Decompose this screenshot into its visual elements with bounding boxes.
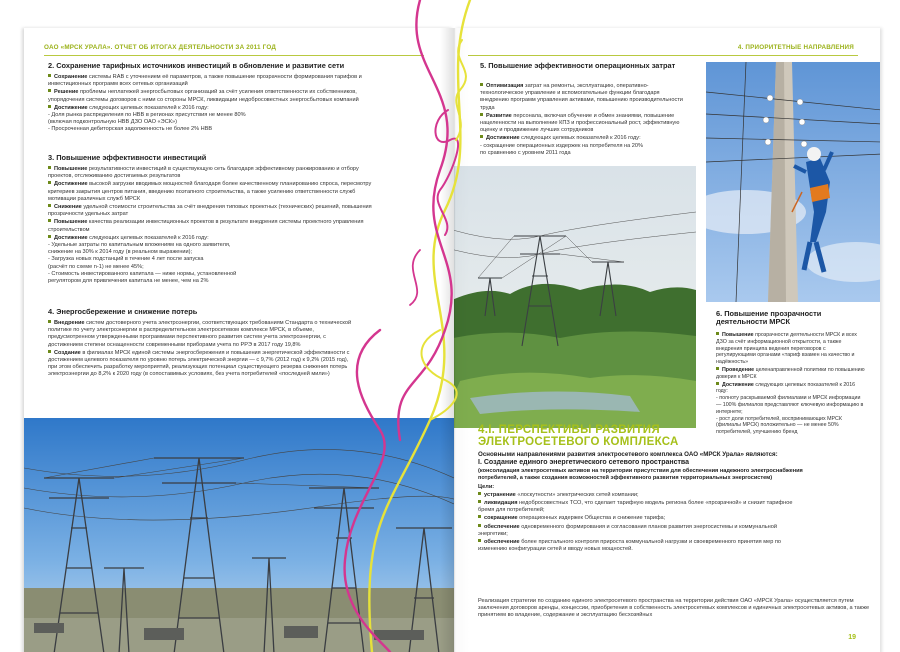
right-page [454, 28, 880, 652]
sec6-title: 6. Повышение прозрачности деятельности МРСК [716, 309, 822, 327]
left-page [24, 28, 454, 652]
page-number: 19 [848, 634, 856, 641]
sec4-body: Внедрение систем достоверного учета электроэнергии, соответствующих требованиям Стандарта о технической политике по учету электроэнергии в распределительном электросетевом комплексе МРСК, в объеме, предусмотренном утвержденными программами перспективного развития систем учета электроэнергии, с достижением степени оснащенности современными приборами учета по РРЭ в 2017 году 19,8% Создание в филиалах МРСК единой системы энергосбережения и повышения энергетической эффективности с достижением целевого показателя по уровню потерь электрической энергии — с 9,7% (2012 год) к 9,2% (2015 год), при этом обеспечить разработку мероприятий, реализующих потенциал существующего резерва снижения потерь электроэнергии до 8,2% к 2020 году (в сопоставимых условиях, без учета потребителей «последней мили») [48, 320, 352, 378]
sec2-body: Сохранение системы RAB с уточнением её параметров, а также повышение прозрачности формирования тарифов и инвестиционных программ всех сетевых организаций Решение проблемы неплатежей энергосбытовых организаций за счёт усиления ответственности их собственников, упорядочения системы договоров с ними со стороны МРСК, ликвидации недобросовестных энергосбытовых компаний Достижение следующих целевых показателей к 2016 году: - Доля рынка распределения по НВВ в регионах присутствия не менее 80% (включая подконтрольную НВВ ДЗО ОАО «ЭСК») - Просроченная дебиторская задолженность не более 2% НВВ [48, 74, 362, 133]
sec3-title: 3. Повышение эффективности инвестиций [48, 153, 207, 162]
sec5-title: 5. Повышение эффективности операционных затрат [480, 61, 676, 70]
substation-photo [24, 418, 454, 652]
sec5-body: Оптимизация затрат на ремонты, эксплуатацию, оперативно-технологическое управление и вспомогательные функции благодаря внедрению программ управления активами, повышению производительности труда Развитие персонала, включая обучение и обмен знаниями, повышение нацеленности на выполнение КПЗ и профессиональный рост, эффективную оценку и продвижение лучших сотрудников Достижение следующих целевых показателей к 2016 году: - сокращение операционных издержек на потребителя на 20% по сравнению с уровнем 2011 года [480, 83, 683, 156]
section-4-1-title-line1: 4.I. ПЕРСПЕКТИВЫ РАЗВИТИЯ [478, 424, 660, 436]
running-header-right: 4. ПРИОРИТЕТНЫЕ НАПРАВЛЕНИЯ [737, 44, 854, 51]
sec6-body: Повышение прозрачности деятельности МРСК и всех ДЗО за счёт информационной открытости, а также внедрения принципа ведения переговоров с регулирующими органами «тариф взамен на качество и надёжность» Проведение целенаправленной политики по повышению доверия к МРСК Достижение следующих целевых показателей к 2016 году: - полноту раскрываемой филиалами и МРСК информации — 100% филиалов представляют ключевую информацию в интернете; - рост доли потребителей, воспринимающих МРСК (филиалы МРСК) положительно — не менее 50% потребителей, улучшению бренд [716, 332, 865, 436]
section-4-1-closing: Реализация стратегии по созданию единого электросетевого пространства на территории действия ОАО «МРСК Урала» осуществляется путем заключения договоров аренды, концессии, приобретения в собственность электросетевых комплексов и единичных электросетевых активов, а также принятием во владение, содержание и эксплуатацию бесхозяйных [478, 598, 870, 619]
sec3-body: Повышение результативности инвестиций в существующую сеть благодаря эффективному ранжированию и отбору проектов, отслеживанию достигаемых результатов Достижение высокой загрузки вводимых мощностей благодаря более качественному планированию спроса, пересмотру критериев закрытия центров питания, введению поэтапного строительства, а также усилению ответственности служб мотивации различных служб МРСК Снижение удельной стоимости строительства за счёт внедрения типовых проектных (технических) решений, повышения прозрачности удельных затрат Повышение качества реализации инвестиционных проектов в результате внедрения системы проектного управления строительством Достижение следующих целевых показателей к 2016 году: - Удельные затраты по капитальным вложениям на одного заявителя, снижение на 30% к 2014 году (в реальном выражении); - Загрузка новых подстанций в течение 4 лет после запуска (расчёт по схеме n-1) не менее 45%; - Стоимость инвестированного капитала — ниже нормы, установленной регулятором для привлечения капитала не менее, чем на 2% [48, 166, 372, 285]
header-rule [44, 55, 424, 56]
power-line-landscape-photo [454, 166, 696, 428]
sec2-title: 2. Сохранение тарифных источников инвестиций в обновление и развитие сети [48, 61, 345, 70]
section-4-1-body: Основными направлениями развития электросетевого комплекса ОАО «МРСК Урала» являются: I. Создание единого энергетического сетевого пространства (консолидация электросетевых активов на территории присутствия для обеспечения надежного электроснабжения потребителей, а также создания возможностей эффективного развития территориальных энергосистем) Цели: устранение «лоскутности» электрических сетей компании; ликвидация недобросовестных ТСО, что сделает тарифную модель региона более «прозрачной» и снизит тарифное бремя для потребителей; сокращение операционных издержек Общества и снижение тарифа; обеспечение одновременного формирования и согласования планов развития энергосистемы и коммунальной энергетики; обеспечение более пристального контроля прироста коммунальной нагрузки и своевременного принятия мер по изменению конфигурации сетей и вводу новых мощностей. [478, 451, 803, 553]
running-header-left: ОАО «МРСК УРАЛА». ОТЧЕТ ОБ ИТОГАХ ДЕЯТЕЛЬНОСТИ ЗА 2011 ГОД [44, 44, 277, 51]
sec4-title: 4. Энергосбережение и снижение потерь [48, 307, 198, 316]
lineman-on-pole-photo [706, 62, 880, 302]
section-4-1-title-line2: ЭЛЕКТРОСЕТЕВОГО КОМПЛЕКСА [478, 436, 679, 448]
header-rule-right [468, 55, 858, 56]
